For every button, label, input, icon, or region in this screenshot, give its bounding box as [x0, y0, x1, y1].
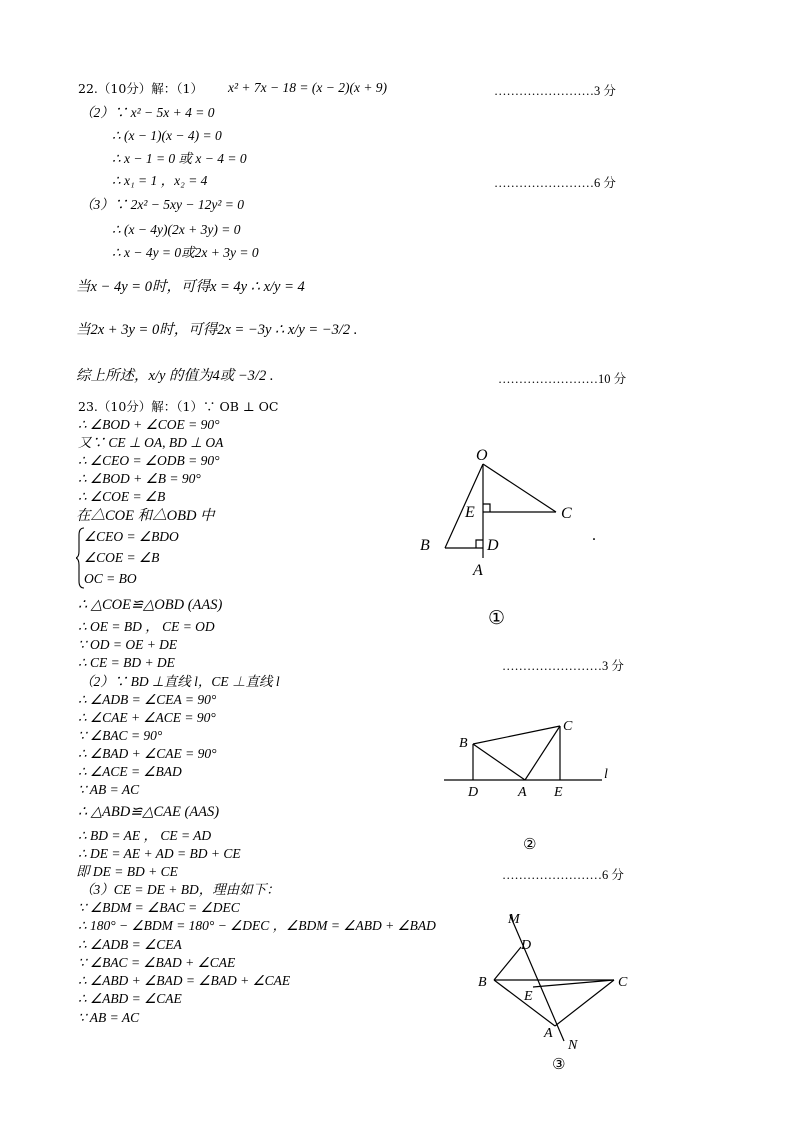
- q23-p2-line11: 即 DE = BD + CE: [76, 864, 178, 879]
- q23-p1-line3: ∴ ∠CEO = ∠ODB = 90°: [78, 453, 220, 468]
- fig2-label-E: E: [554, 785, 563, 800]
- fig1-label-D: D: [487, 537, 499, 554]
- q23-p2-line5: ∴ ∠BAD + ∠CAE = 90°: [78, 746, 217, 761]
- fig3-label-C: C: [618, 975, 628, 990]
- q23-p2-line6: ∴ ∠ACE = ∠BAD: [78, 764, 182, 779]
- figure-3-label: ③: [552, 1055, 566, 1073]
- q23-brace-line2: ∠COE = ∠B: [84, 550, 160, 565]
- q22-part3-line3: ∴ x − 4y = 0或2x + 3y = 0: [112, 245, 259, 260]
- q22-part3-case1: 当x − 4y = 0时，可得x = 4y ∴ x/y = 4: [76, 279, 305, 295]
- q23-p2-line7: ∵ AB = AC: [78, 782, 140, 797]
- q23-p3-line2: ∵ ∠BDM = ∠BAC = ∠DEC: [78, 900, 240, 915]
- fig2-label-A: A: [518, 785, 527, 800]
- figure-3-diagram: [470, 905, 640, 1055]
- q22-part2-line4: ∴ x₁ = 1 ，x₂ = 4: [112, 173, 208, 188]
- q23-p1-line2: 又∵ CE ⊥ OA, BD ⊥ OA: [78, 435, 224, 450]
- q23-p3-line7: ∴ ∠ABD = ∠CAE: [78, 991, 182, 1006]
- q22-score-3: ……………………3 分: [494, 84, 616, 98]
- q23-p3-line5: ∵ ∠BAC = ∠BAD + ∠CAE: [78, 955, 236, 970]
- fig2-label-B: B: [459, 736, 468, 751]
- fig1-label-A: A: [473, 562, 483, 579]
- q23-p3-line6: ∴ ∠ABD + ∠BAD = ∠BAD + ∠CAE: [78, 973, 291, 988]
- fig2-label-l: l: [604, 767, 608, 782]
- fig2-label-C: C: [563, 719, 573, 734]
- q23-p3-line1: （3）CE = DE + BD，理由如下：: [80, 882, 280, 897]
- fig3-label-A: A: [544, 1026, 553, 1041]
- q22-conclusion: 综上所述，x/y 的值为4或 −3/2 .: [76, 368, 274, 384]
- q23-p1-line9: ∵ OD = OE + DE: [78, 637, 178, 652]
- fig2-label-D: D: [468, 785, 479, 800]
- q23-p1-line5: ∴ ∠COE = ∠B: [78, 489, 166, 504]
- q23-score-3: ……………………3 分: [502, 659, 624, 673]
- q23-p2-line1: （2）∵ BD ⊥直线 l，CE ⊥直线 l: [80, 674, 280, 689]
- figure-2-diagram: [440, 712, 620, 802]
- figure-1-label: ①: [488, 607, 506, 629]
- q23-score-6: ……………………6 分: [502, 868, 624, 882]
- fig3-label-B: B: [478, 975, 487, 990]
- q23-p3-line4: ∴ ∠ADB = ∠CEA: [78, 937, 182, 952]
- q23-p1-line4: ∴ ∠BOD + ∠B = 90°: [78, 471, 201, 486]
- q23-p1-line6: 在△COE 和△OBD 中: [76, 508, 215, 524]
- q23-p3-line3: ∴ 180° − ∠BDM = 180° − ∠DEC ，∠BDM = ∠ABD + ∠BAD: [78, 918, 436, 933]
- fig1-dot: .: [592, 527, 596, 544]
- q22-part2-line2: ∴ (x − 1)(x − 4) = 0: [112, 128, 222, 143]
- fig3-label-N: N: [568, 1038, 578, 1053]
- q23-p2-line9: ∴ BD = AE ， CE = AD: [78, 828, 212, 843]
- q22-score-6: ……………………6 分: [494, 176, 616, 190]
- q22-part2-line1: （2）∵ x² − 5x + 4 = 0: [80, 105, 215, 120]
- q23-p1-line7: ∴ △COE≌△OBD (AAS): [78, 597, 223, 613]
- q23-brace-line3: OC = BO: [84, 571, 137, 586]
- q23-brace-line1: ∠CEO = ∠BDO: [84, 529, 179, 544]
- fig1-label-O: O: [476, 447, 488, 464]
- q22-part3-line1: （3）∵ 2x² − 5xy − 12y² = 0: [80, 197, 245, 212]
- figure-1-diagram: [410, 440, 610, 585]
- fig3-label-M: M: [508, 912, 520, 927]
- q22-part3-line2: ∴ (x − 4y)(2x + 3y) = 0: [112, 222, 241, 237]
- q22-header: 22.（10分）解：（1）: [78, 81, 203, 96]
- fig1-label-C: C: [561, 505, 572, 522]
- q23-p1-line1: ∴ ∠BOD + ∠COE = 90°: [78, 417, 220, 432]
- q22-part1-expr: x² + 7x − 18 = (x − 2)(x + 9): [228, 80, 388, 95]
- q22-part3-case2: 当2x + 3y = 0时，可得2x = −3y ∴ x/y = −3/2 .: [76, 322, 358, 338]
- q23-p1-line8: ∴ OE = BD ， CE = OD: [78, 619, 215, 634]
- q23-p2-line3: ∴ ∠CAE + ∠ACE = 90°: [78, 710, 216, 725]
- q23-header: 23.（10分）解：（1）∵ OB ⊥ OC: [78, 399, 279, 414]
- fig1-label-B: B: [420, 537, 430, 554]
- q22-score-10: ……………………10 分: [498, 372, 627, 386]
- q23-p3-line8: ∵ AB = AC: [78, 1010, 140, 1025]
- q22-part2-line3: ∴ x − 1 = 0 或 x − 4 = 0: [112, 151, 247, 166]
- q23-p1-line10: ∴ CE = BD + DE: [78, 655, 175, 670]
- q23-p2-line2: ∴ ∠ADB = ∠CEA = 90°: [78, 692, 217, 707]
- q23-p2-line4: ∵ ∠BAC = 90°: [78, 728, 163, 743]
- fig1-label-E: E: [465, 504, 475, 521]
- q23-p2-line8: ∴ △ABD≌△CAE (AAS): [78, 804, 220, 820]
- fig3-label-E: E: [524, 989, 533, 1004]
- fig3-label-D: D: [521, 938, 532, 953]
- figure-2-label: ②: [523, 835, 537, 853]
- q23-p2-line10: ∴ DE = AE + AD = BD + CE: [78, 846, 241, 861]
